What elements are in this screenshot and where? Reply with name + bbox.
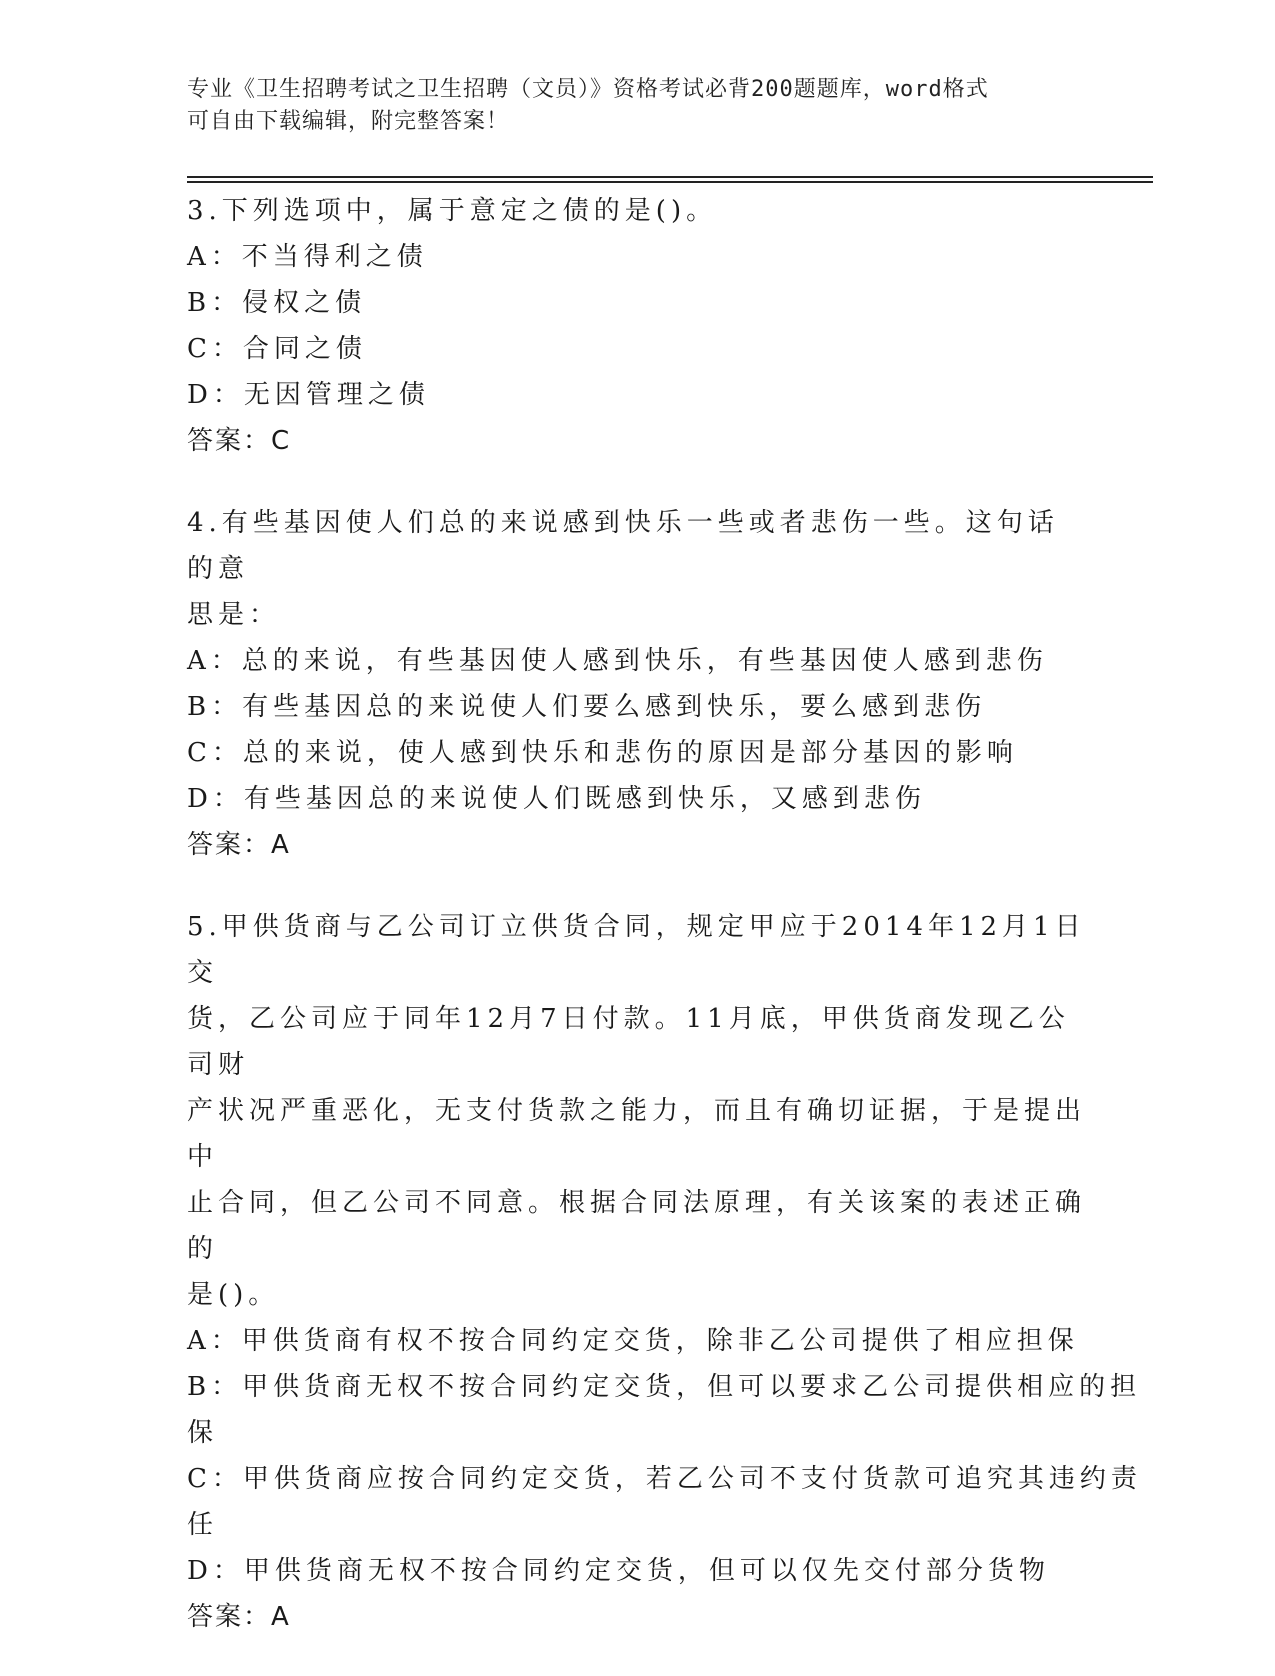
- option-list: [187, 234, 1087, 418]
- option-list: [187, 638, 1087, 822]
- option-c: C：合同之债: [187, 334, 367, 364]
- option-a: A：总的来说，有些基因使人感到快乐，有些基因使人感到悲伤: [187, 646, 1048, 676]
- option-b-line: B：甲供货商无权不按合同约定交货，但可以要求乙公司提供相应的担: [187, 1372, 1142, 1402]
- question-item: [187, 904, 1142, 1640]
- question-stem: [187, 904, 1087, 1318]
- option-list: [187, 1318, 1142, 1594]
- question-stem-line: 4.有些基因使人们总的来说感到快乐一些或者悲伤一些。这句话的意: [187, 508, 1059, 584]
- question-stem: [187, 188, 1087, 234]
- header-divider-bottom: [187, 181, 1153, 183]
- question-stem-line: 5.甲供货商与乙公司订立供货合同，规定甲应于2014年12月1日交: [187, 912, 1086, 988]
- option-b: B：侵权之债: [187, 288, 367, 318]
- question-stem-line: 是()。: [187, 1280, 280, 1310]
- option-b: B：有些基因总的来说使人们要么感到快乐，要么感到悲伤: [187, 692, 987, 722]
- answer-label: 答案：A: [187, 830, 291, 860]
- option-c-line: 任: [187, 1510, 219, 1540]
- question-stem-line: 思是：: [187, 600, 281, 630]
- option-c: [187, 1456, 1142, 1548]
- question-item: [187, 188, 1087, 464]
- option-c-line: C：甲供货商应按合同约定交货，若乙公司不支付货款可追究其违约责: [187, 1464, 1142, 1494]
- answer-label: 答案：C: [187, 426, 292, 456]
- header-divider-top: [187, 176, 1153, 178]
- header-line-2: 可自由下载编辑，附完整答案！: [187, 109, 510, 134]
- question-stem-line: 止合同，但乙公司不同意。根据合同法原理，有关该案的表述正确的: [187, 1188, 1087, 1264]
- question-stem-line: 3.下列选项中，属于意定之债的是()。: [187, 196, 718, 226]
- header-line-1: 专业《卫生招聘考试之卫生招聘（文员）》资格考试必背200题题库，word格式: [187, 77, 989, 102]
- option-c: C：总的来说，使人感到快乐和悲伤的原因是部分基因的影响: [187, 738, 1018, 768]
- option-a: A：不当得利之债: [187, 242, 428, 272]
- option-a: A：甲供货商有权不按合同约定交货，除非乙公司提供了相应担保: [187, 1326, 1079, 1356]
- question-list: [187, 188, 1142, 1676]
- question-item: [187, 500, 1087, 868]
- option-d: D：无因管理之债: [187, 380, 430, 410]
- option-d: D：甲供货商无权不按合同约定交货，但可以仅先交付部分货物: [187, 1556, 1050, 1586]
- answer-label: 答案：A: [187, 1602, 291, 1632]
- option-d: D：有些基因总的来说使人们既感到快乐，又感到悲伤: [187, 784, 926, 814]
- question-stem-line: 货，乙公司应于同年12月7日付款。11月底，甲供货商发现乙公司财: [187, 1004, 1070, 1080]
- document-header: [187, 74, 1067, 138]
- question-stem: [187, 500, 1087, 638]
- option-b: [187, 1364, 1142, 1456]
- question-stem-line: 产状况严重恶化，无支付货款之能力，而且有确切证据，于是提出中: [187, 1096, 1087, 1172]
- option-b-line: 保: [187, 1418, 219, 1448]
